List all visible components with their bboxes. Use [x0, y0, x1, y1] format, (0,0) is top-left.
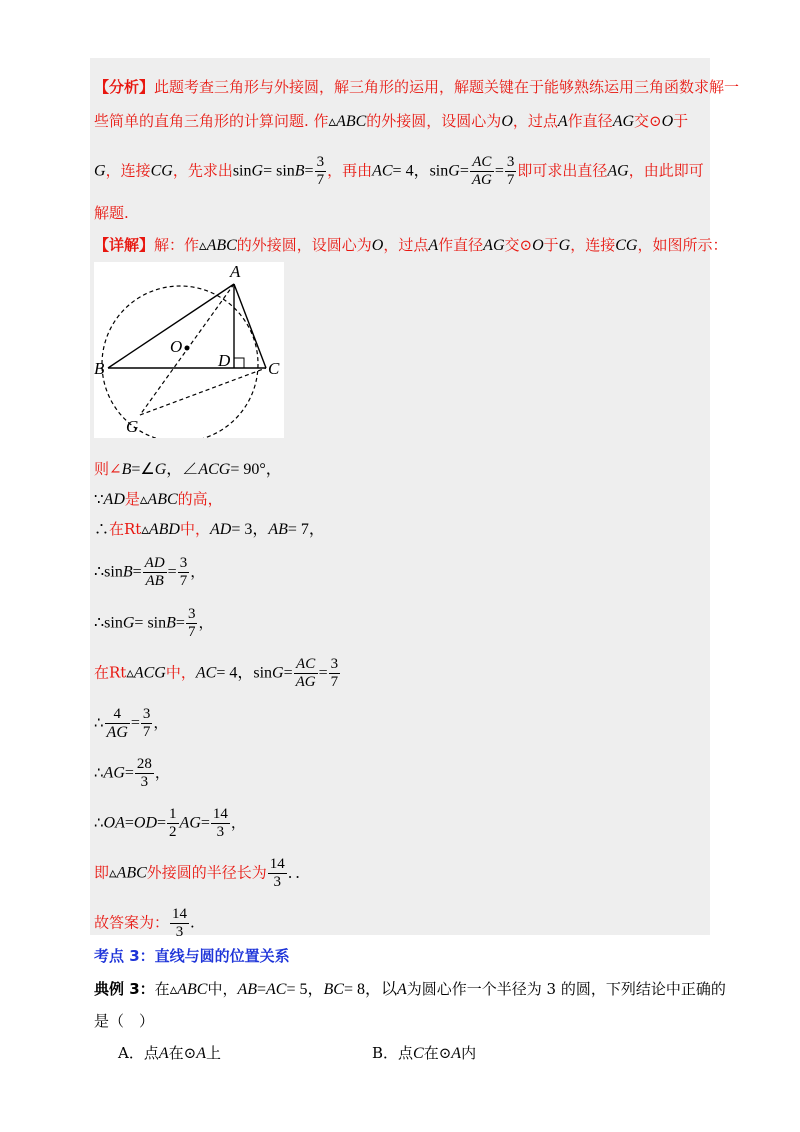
step-3: ∴在Rt▵ABD中，AD= 3，AB= 7， [94, 520, 325, 538]
label-o: O [170, 337, 183, 356]
fraction: $\frac{1}{2}$ [169, 806, 177, 840]
label-g: G [126, 417, 139, 436]
analysis-line-1: 【分析】此题考查三角形与外接圆，解三角形的运用，解题关键在于能够熟练运用三角函数求解一 [94, 78, 740, 96]
fraction: $\frac{4}{AG}$ [106, 706, 128, 741]
label-b: B [94, 359, 105, 378]
step-10: 即▵ABC外接圆的半径长为 $\frac{14}{3}$ ．． [94, 856, 311, 890]
fraction: $\frac{AC}{AG}$ [295, 656, 316, 690]
triangle-icon: ▵ [126, 663, 134, 682]
fraction: $\frac{14}{3}$ [269, 856, 285, 890]
label-d: D [218, 351, 231, 370]
fraction: $\frac{14}{3}$ [212, 806, 228, 840]
analysis-line-3: G，连接CG，先求出sinG= sinB= $\frac{3}{7}$ ，再由AC= 4，sinG= $\frac{AC}{AG}$ = $\frac{3}{7}$ 即可求出直径AG，由此即可 [94, 154, 704, 188]
option-a[interactable]: A．点A在⊙A上 [118, 1044, 221, 1062]
fraction: $\frac{14}{3}$ [172, 906, 188, 940]
triangle-icon: ▵ [141, 520, 149, 538]
fraction: $\frac{3}{7}$ [330, 656, 339, 690]
step-4: ∴sinB= $\frac{AD}{AB}$ = $\frac{3}{7}$ ， [94, 555, 206, 589]
example-line-2: 是（ ） [94, 1012, 155, 1030]
example-line-1: 典例 3：在▵ABC中，AB=AC= 5，BC= 8，以A为圆心作一个半径为 3 的圆，下列结论中正确的 [94, 980, 726, 998]
step-2: ∵AD是▵ABC的高， [94, 490, 223, 508]
analysis-tag: 【分析】 [94, 78, 155, 96]
fraction: $\frac{3}{7}$ [316, 154, 325, 188]
right-angle-mark [234, 358, 244, 368]
triangle-icon: ▵ [139, 490, 148, 508]
geometry-figure [94, 262, 284, 438]
detail-tag: 【详解】 [94, 236, 155, 254]
step-11: 故答案为： $\frac{14}{3}$ . [94, 906, 195, 940]
step-8: ∴AG= $\frac{28}{3}$ ， [94, 756, 170, 790]
option-b[interactable]: B．点C在⊙A内 [372, 1044, 477, 1062]
example-label: 典例 3： [94, 980, 155, 998]
triangle-icon: ▵ [109, 863, 117, 882]
triangle-icon: ▵ [328, 112, 337, 130]
segment-ac [234, 284, 266, 368]
step-5: ∴sinG= sinB= $\frac{3}{7}$ ， [94, 606, 214, 640]
center-point [185, 346, 190, 351]
triangle-icon: ▵ [199, 236, 207, 254]
fraction: $\frac{AC}{AG}$ [471, 154, 492, 188]
fraction: $\frac{AD}{AB}$ [144, 555, 165, 589]
circle-diagram [94, 262, 284, 438]
segment-cg [140, 368, 266, 415]
label-c: C [268, 359, 280, 378]
fraction: $\frac{3}{7}$ [142, 706, 151, 740]
detail-line: 【详解】解：作▵ABC的外接圆，设圆心为O，过点A作直径AG交⊙O于G，连接CG，如图所示： [94, 236, 728, 254]
step-6: 在Rt▵ACG中，AC= 4，sinG= $\frac{AC}{AG}$ = $\frac{3}{7}$ [94, 656, 339, 690]
triangle-icon: ▵ [169, 980, 178, 998]
step-9: ∴OA=OD= $\frac{1}{2}$ AG= $\frac{14}{3}$ ， [94, 806, 246, 840]
fraction: $\frac{3}{7}$ [179, 555, 188, 589]
fraction: $\frac{28}{3}$ [136, 756, 152, 790]
analysis-line-4: 解题. [94, 204, 129, 222]
step-1: 则∠B=∠G，∠ACG= 90°， [94, 460, 282, 478]
section-title: 考点 3：直线与圆的位置关系 [94, 947, 290, 965]
label-a: A [230, 262, 241, 281]
step-7: ∴ $\frac{4}{AG}$ = $\frac{3}{7}$ ， [94, 706, 169, 741]
fraction: $\frac{3}{7}$ [187, 606, 196, 640]
fraction: $\frac{3}{7}$ [506, 154, 515, 188]
analysis-line-2: 些简单的直角三角形的计算问题. 作▵ABC的外接圆，设圆心为O，过点A作直径AG交⊙O于 [94, 112, 689, 130]
